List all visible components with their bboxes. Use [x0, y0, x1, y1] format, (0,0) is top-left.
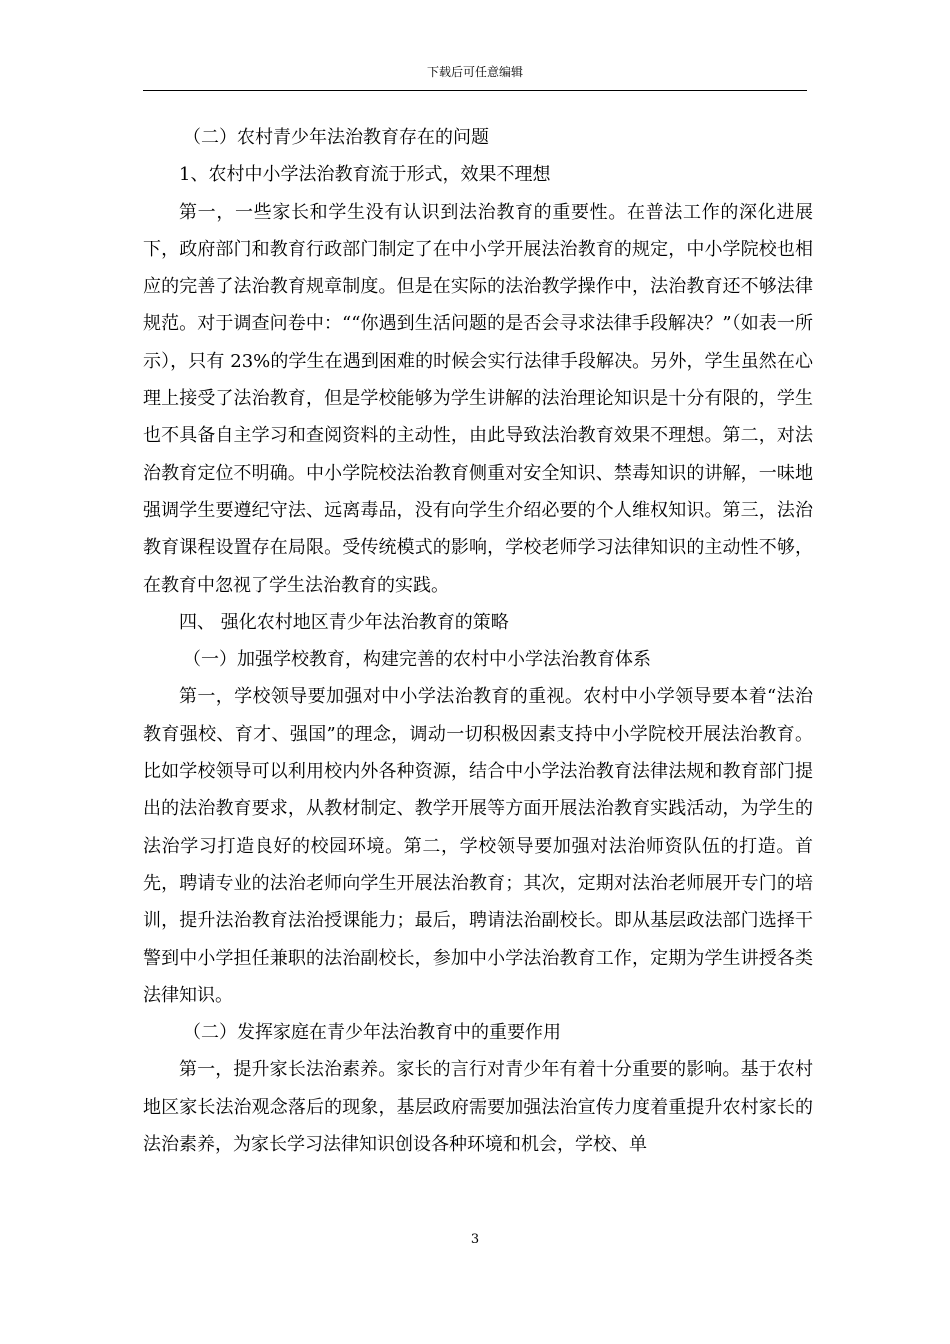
document-body [143, 119, 813, 1163]
page-header: 下载后可任意编辑 [426, 65, 523, 79]
subsection-heading-family: （二）发挥家庭在青少年法治教育中的重要作用 [183, 1022, 561, 1044]
subsection-heading-school: （一）加强学校教育，构建完善的农村中小学法治教育体系 [183, 649, 651, 671]
page-number: 3 [470, 1232, 480, 1247]
header-divider [143, 90, 807, 91]
body-paragraph-problems: 第一，一些家长和学生没有认识到法治教育的重要性。在普法工作的深化进展下，政府部门和教育行政部门制定了在中小学开展法治教育的规定，中小学院校也相应的完善了法治教育规章制度。但是在实际的法治教学操作中，法治教育还不够法律规范。对于调查问卷中：““你遇到生活问题的是否会寻求法律手段解决？”（如表一所示），只有 23%的学生在遇到困难的时候会实行法律手段解决。另外，学生虽然在心理上接受了法治教育，但是学校能够为学生讲解的法治理论知识是十分有限的，学生也不具备自主学习和查阅资料的主动性，由此导致法治教育效果不理想。第二，对法治教育定位不明确。中小学院校法治教育侧重对安全知识、禁毒知识的讲解，一味地强调学生要遵纪守法、远离毒品，没有向学生介绍必要的个人维权知识。第三，法治教育课程设置存在局限。受传统模式的影响，学校老师学习法律知识的主动性不够，在教育中忽视了学生法治教育的实践。 [143, 201, 813, 596]
body-paragraph-family: 第一，提升家长法治素养。家长的言行对青少年有着十分重要的影响。基于农村地区家长法治观念落后的现象，基层政府需要加强法治宣传力度着重提升农村家长的法治素养，为家长学习法律知识创设各种环境和机会，学校、单 [143, 1059, 813, 1156]
section-heading-problems: （二）农村青少年法治教育存在的问题 [183, 127, 489, 148]
subsection-heading-formality: 1、农村中小学法治教育流于形式，效果不理想 [179, 164, 551, 186]
section-heading-strategies: 四、 强化农村地区青少年法治教育的策略 [179, 611, 509, 633]
body-paragraph-school: 第一，学校领导要加强对中小学法治教育的重视。农村中小学领导要本着“法治教育强校、育才、强国”的理念，调动一切积极因素支持中小学院校开展法治教育。比如学校领导可以利用校内外各种资源，结合中小学法治教育法律法规和教育部门提出的法治教育要求，从教材制定、教学开展等方面开展法治教育实践活动，为学生的法治学习打造良好的校园环境。第二，学校领导要加强对法治师资队伍的打造。首先，聘请专业的法治老师向学生开展法治教育；其次，定期对法治老师展开专门的培训，提升法治教育法治授课能力；最后，聘请法治副校长。即从基层政法部门选择干警到中小学担任兼职的法治副校长，参加中小学法治教育工作，定期为学生讲授各类法律知识。 [143, 686, 813, 1006]
